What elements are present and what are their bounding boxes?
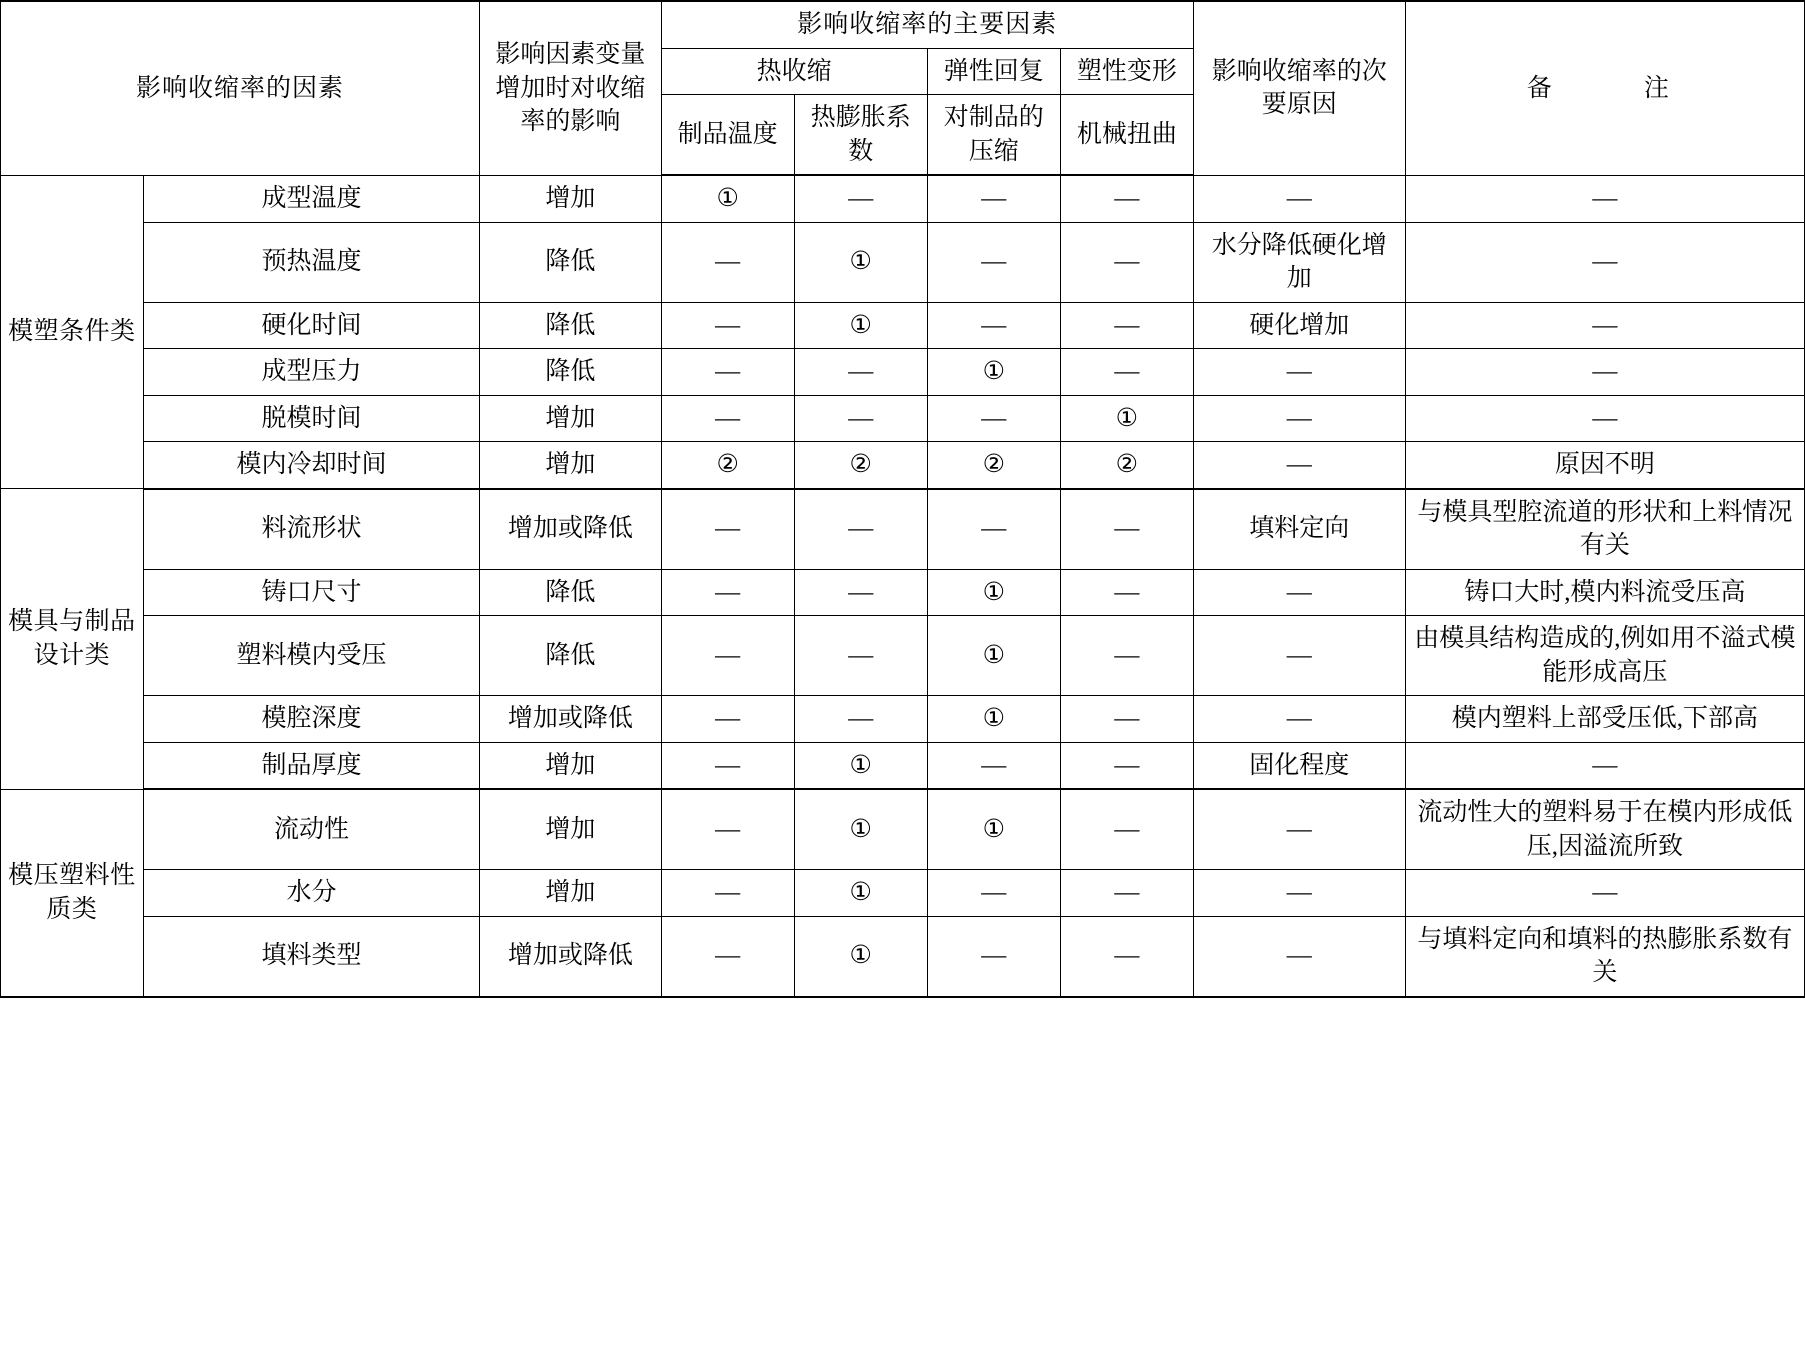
table-row xyxy=(1,569,1805,616)
row-mech-twist: ② xyxy=(1060,442,1193,489)
row-effect: 降低 xyxy=(480,616,661,696)
row-factor: 塑料模内受压 xyxy=(143,616,479,696)
header-mechanical-twist: 机械扭曲 xyxy=(1060,95,1193,176)
row-effect: 增加或降低 xyxy=(480,489,661,570)
row-minor: — xyxy=(1193,696,1405,743)
row-compression: — xyxy=(927,395,1060,442)
header-thermal-expansion-coefficient: 热膨胀系数 xyxy=(794,95,927,176)
row-compression: ① xyxy=(927,569,1060,616)
row-note: 由模具结构造成的,例如用不溢式模能形成高压 xyxy=(1405,616,1804,696)
row-factor: 流动性 xyxy=(143,789,479,870)
row-note: — xyxy=(1405,302,1804,349)
row-effect: 增加或降低 xyxy=(480,916,661,997)
row-thermal-coeff: — xyxy=(794,616,927,696)
header-elastic-recovery: 弹性回复 xyxy=(927,48,1060,95)
table-row xyxy=(1,696,1805,743)
row-minor: — xyxy=(1193,916,1405,997)
row-product-temp: ① xyxy=(661,175,794,222)
row-product-temp: — xyxy=(661,789,794,870)
row-thermal-coeff: — xyxy=(794,349,927,396)
row-minor: — xyxy=(1193,616,1405,696)
row-compression: ① xyxy=(927,696,1060,743)
header-factor: 影响收缩率的因素 xyxy=(1,1,480,175)
row-minor: 水分降低硬化增加 xyxy=(1193,222,1405,302)
row-minor: 固化程度 xyxy=(1193,742,1405,789)
row-product-temp: — xyxy=(661,302,794,349)
row-mech-twist: — xyxy=(1060,916,1193,997)
row-mech-twist: — xyxy=(1060,569,1193,616)
row-effect: 增加 xyxy=(480,395,661,442)
row-minor: — xyxy=(1193,395,1405,442)
category-label: 模塑条件类 xyxy=(1,175,144,489)
row-note: 与填料定向和填料的热膨胀系数有关 xyxy=(1405,916,1804,997)
row-note: 模内塑料上部受压低,下部高 xyxy=(1405,696,1804,743)
row-factor: 成型温度 xyxy=(143,175,479,222)
row-mech-twist: ① xyxy=(1060,395,1193,442)
row-note: — xyxy=(1405,349,1804,396)
row-minor: — xyxy=(1193,789,1405,870)
row-mech-twist: — xyxy=(1060,489,1193,570)
row-thermal-coeff: — xyxy=(794,569,927,616)
row-note: — xyxy=(1405,222,1804,302)
table-row xyxy=(1,395,1805,442)
row-product-temp: — xyxy=(661,870,794,917)
row-thermal-coeff: ① xyxy=(794,916,927,997)
row-product-temp: — xyxy=(661,569,794,616)
row-effect: 增加或降低 xyxy=(480,696,661,743)
row-product-temp: — xyxy=(661,395,794,442)
row-thermal-coeff: ① xyxy=(794,742,927,789)
row-note: — xyxy=(1405,175,1804,222)
row-minor: 填料定向 xyxy=(1193,489,1405,570)
row-factor: 模内冷却时间 xyxy=(143,442,479,489)
header-main-factors: 影响收缩率的主要因素 xyxy=(661,1,1193,48)
row-compression: ① xyxy=(927,349,1060,396)
row-note: 流动性大的塑料易于在模内形成低压,因溢流所致 xyxy=(1405,789,1804,870)
row-compression: — xyxy=(927,222,1060,302)
row-product-temp: ② xyxy=(661,442,794,489)
row-factor: 预热温度 xyxy=(143,222,479,302)
row-compression: ① xyxy=(927,789,1060,870)
row-thermal-coeff: ① xyxy=(794,870,927,917)
row-effect: 增加 xyxy=(480,789,661,870)
table-row xyxy=(1,302,1805,349)
row-factor: 制品厚度 xyxy=(143,742,479,789)
table-row xyxy=(1,616,1805,696)
row-compression: — xyxy=(927,916,1060,997)
row-note: 铸口大时,模内料流受压高 xyxy=(1405,569,1804,616)
row-note: — xyxy=(1405,742,1804,789)
row-mech-twist: — xyxy=(1060,349,1193,396)
row-note: 原因不明 xyxy=(1405,442,1804,489)
row-compression: — xyxy=(927,742,1060,789)
row-thermal-coeff: — xyxy=(794,696,927,743)
row-effect: 降低 xyxy=(480,302,661,349)
header-row-1 xyxy=(1,1,1805,48)
row-product-temp: — xyxy=(661,489,794,570)
row-mech-twist: — xyxy=(1060,175,1193,222)
row-factor: 硬化时间 xyxy=(143,302,479,349)
row-mech-twist: — xyxy=(1060,302,1193,349)
row-note: 与模具型腔流道的形状和上料情况有关 xyxy=(1405,489,1804,570)
row-factor: 铸口尺寸 xyxy=(143,569,479,616)
row-effect: 增加 xyxy=(480,175,661,222)
row-minor: — xyxy=(1193,442,1405,489)
table-row xyxy=(1,349,1805,396)
row-compression: — xyxy=(927,489,1060,570)
header-thermal-shrink: 热收缩 xyxy=(661,48,927,95)
header-effect: 影响因素变量增加时对收缩率的影响 xyxy=(480,1,661,175)
row-minor: — xyxy=(1193,175,1405,222)
row-effect: 增加 xyxy=(480,742,661,789)
row-thermal-coeff: ① xyxy=(794,222,927,302)
row-product-temp: — xyxy=(661,616,794,696)
row-factor: 料流形状 xyxy=(143,489,479,570)
row-note: — xyxy=(1405,870,1804,917)
row-compression: ① xyxy=(927,616,1060,696)
table-row xyxy=(1,742,1805,789)
row-minor: 硬化增加 xyxy=(1193,302,1405,349)
row-thermal-coeff: ② xyxy=(794,442,927,489)
header-plastic-deformation: 塑性变形 xyxy=(1060,48,1193,95)
row-product-temp: — xyxy=(661,696,794,743)
row-factor: 成型压力 xyxy=(143,349,479,396)
row-compression: — xyxy=(927,175,1060,222)
row-compression: — xyxy=(927,870,1060,917)
row-note: — xyxy=(1405,395,1804,442)
row-thermal-coeff: — xyxy=(794,489,927,570)
category-label: 模具与制品设计类 xyxy=(1,489,144,790)
header-note: 备 注 xyxy=(1405,1,1804,175)
table-row xyxy=(1,789,1805,870)
row-effect: 增加 xyxy=(480,442,661,489)
row-mech-twist: — xyxy=(1060,616,1193,696)
row-effect: 降低 xyxy=(480,349,661,396)
row-minor: — xyxy=(1193,349,1405,396)
header-product-compression: 对制品的压缩 xyxy=(927,95,1060,176)
category-label: 模压塑料性质类 xyxy=(1,789,144,997)
header-minor-reason: 影响收缩率的次要原因 xyxy=(1193,1,1405,175)
row-effect: 降低 xyxy=(480,569,661,616)
row-factor: 模腔深度 xyxy=(143,696,479,743)
row-mech-twist: — xyxy=(1060,742,1193,789)
row-factor: 填料类型 xyxy=(143,916,479,997)
row-product-temp: — xyxy=(661,222,794,302)
row-mech-twist: — xyxy=(1060,696,1193,743)
table-row xyxy=(1,175,1805,222)
row-compression: — xyxy=(927,302,1060,349)
row-effect: 增加 xyxy=(480,870,661,917)
row-product-temp: — xyxy=(661,742,794,789)
table-row xyxy=(1,442,1805,489)
header-product-temperature: 制品温度 xyxy=(661,95,794,176)
row-mech-twist: — xyxy=(1060,870,1193,917)
row-mech-twist: — xyxy=(1060,222,1193,302)
row-product-temp: — xyxy=(661,916,794,997)
row-minor: — xyxy=(1193,569,1405,616)
row-effect: 降低 xyxy=(480,222,661,302)
row-thermal-coeff: ① xyxy=(794,789,927,870)
row-product-temp: — xyxy=(661,349,794,396)
row-minor: — xyxy=(1193,870,1405,917)
row-thermal-coeff: — xyxy=(794,175,927,222)
table-row xyxy=(1,222,1805,302)
row-thermal-coeff: — xyxy=(794,395,927,442)
row-compression: ② xyxy=(927,442,1060,489)
row-mech-twist: — xyxy=(1060,789,1193,870)
row-thermal-coeff: ① xyxy=(794,302,927,349)
table-row xyxy=(1,489,1805,570)
table-row xyxy=(1,870,1805,917)
row-factor: 脱模时间 xyxy=(143,395,479,442)
table-row xyxy=(1,916,1805,997)
row-factor: 水分 xyxy=(143,870,479,917)
